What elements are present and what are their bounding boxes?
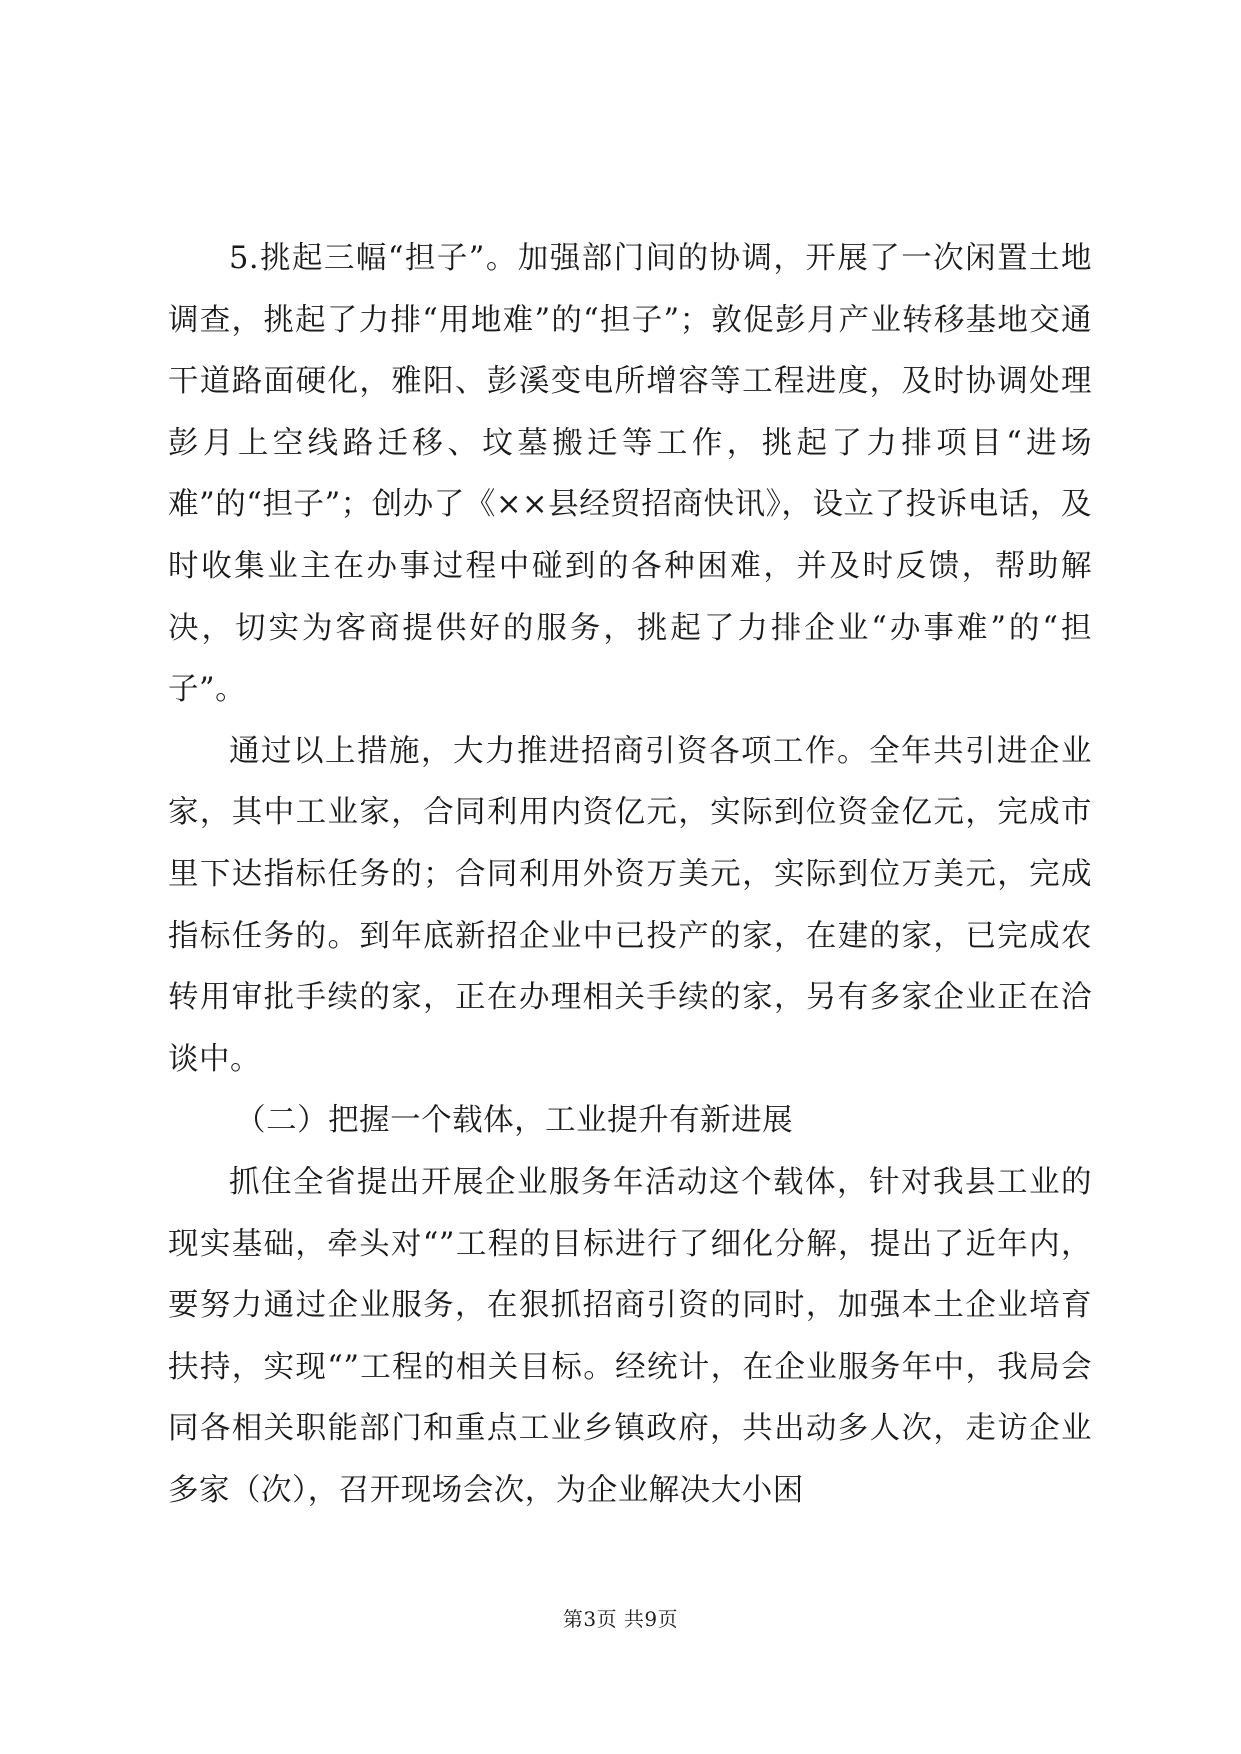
paragraph-5-three-burdens: 5.挑起三幅“担子”。加强部门间的协调，开展了一次闲置土地调查，挑起了力排“用地难”的“担子”；敦促彭月产业转移基地交通干道路面硬化，雅阳、彭溪变电所增容等工程进度，及时协调处理彭月上空线路迁移、坟墓搬迁等工作，挑起了力排项目“进场难”的“担子”；创办了《××县经贸招商快讯》，设立了投诉电话，及时收集业主在办事过程中碰到的各种困难，并及时反馈，帮助解决，切实为客商提供好的服务，挑起了力排企业“办事难”的“担子”。 bbox=[168, 241, 1092, 708]
page-number-footer: 第3页 共9页 bbox=[562, 1607, 679, 1631]
document-body bbox=[168, 228, 1092, 1521]
paragraph-enterprise-service-year: 抓住全省提出开展企业服务年活动这个载体，针对我县工业的现实基础，牵头对“”工程的目标进行了细化分解，提出了近年内，要努力通过企业服务，在狠抓招商引资的同时，加强本土企业培育扶持，实现“”工程的相关目标。经统计，在企业服务年中，我局会同各相关职能部门和重点工业乡镇政府，共出动多人次，走访企业多家（次），召开现场会次，为企业解决大小困 bbox=[168, 1164, 1092, 1508]
section-heading-2: （二）把握一个载体，工业提升有新进展 bbox=[235, 1103, 794, 1139]
paragraph-investment-results: 通过以上措施，大力推进招商引资各项工作。全年共引进企业家，其中工业家，合同利用内资亿元，实际到位资金亿元，完成市里下达指标任务的；合同利用外资万美元，实际到位万美元，完成指标任务的。到年底新招企业中已投产的家，在建的家，已完成农转用审批手续的家，正在办理相关手续的家，另有多家企业正在洽谈中。 bbox=[168, 733, 1092, 1077]
